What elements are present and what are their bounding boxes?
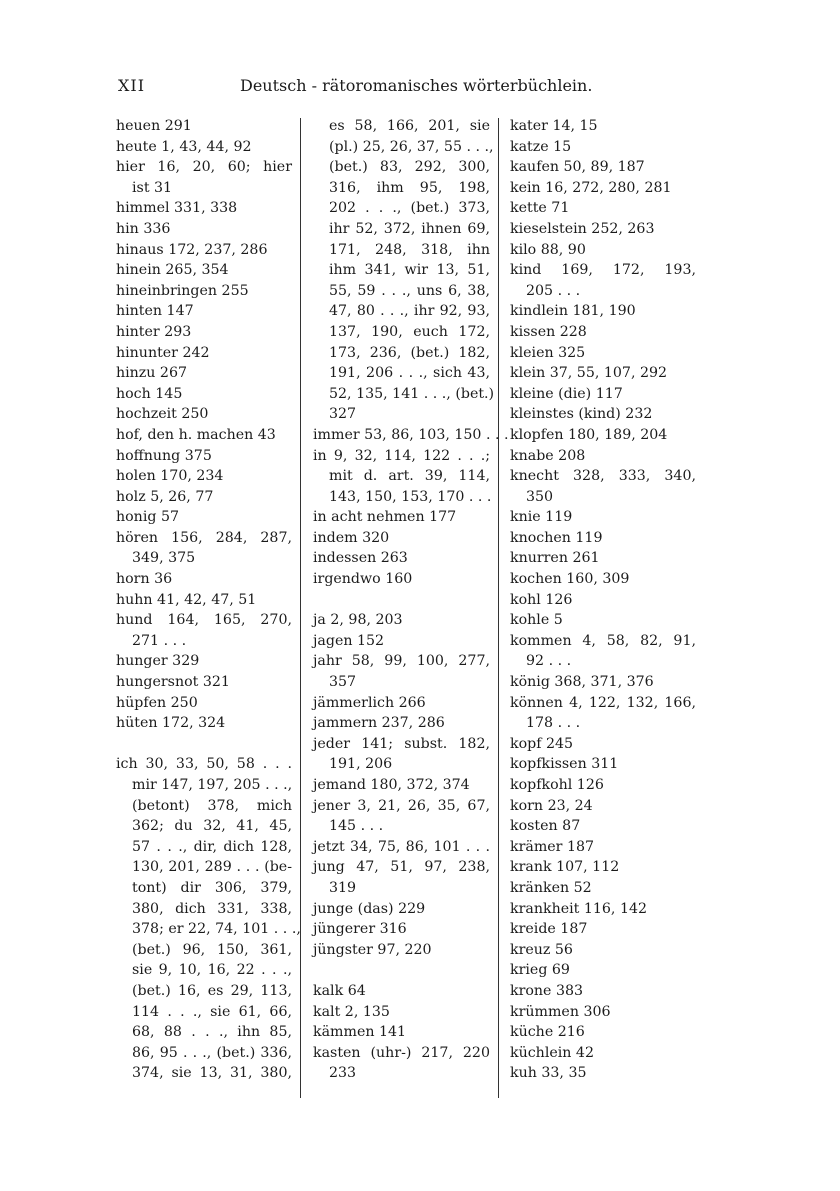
index-entry [116, 672, 292, 693]
index-entry-text: hoffnung 375 [116, 447, 212, 464]
index-entry-text: 137, 190, euch 172, [329, 323, 490, 340]
index-entry-continuation [116, 1002, 292, 1023]
index-entry-text: 233 [329, 1065, 357, 1082]
index-entry [313, 446, 490, 467]
index-entry-text: 357 [329, 674, 357, 691]
index-entry [313, 651, 490, 672]
index-entry-text: jämmerlich 266 [313, 694, 426, 711]
index-entry [313, 548, 490, 569]
index-entry-text: kater 14, 15 [510, 118, 598, 134]
index-entry [510, 260, 696, 281]
index-entry [313, 693, 490, 714]
index-entry [510, 816, 696, 837]
index-entry-text: hineinbringen 255 [116, 282, 249, 299]
index-entry-text: jüngster 97, 220 [313, 941, 432, 958]
index-entry-continuation [313, 1063, 490, 1084]
index-entry [510, 919, 696, 940]
index-entry-continuation [510, 487, 696, 508]
index-entry [116, 713, 292, 734]
index-entry-text: 145 . . . [329, 818, 384, 835]
index-entry-text: 57 . . ., dir, dich 128, [132, 838, 292, 855]
index-entry-text: kohl 126 [510, 591, 573, 608]
section-gap [116, 734, 292, 755]
index-entry-text: mit d. art. 39, 114, [329, 468, 490, 485]
index-entry-text: kein 16, 272, 280, 281 [510, 179, 672, 196]
index-entry [116, 487, 292, 508]
index-entry [510, 466, 696, 487]
index-entry [510, 116, 696, 137]
index-entry-text: kalk 64 [313, 982, 366, 999]
index-entry-text: 349, 375 [132, 550, 196, 567]
index-entry-continuation [116, 919, 301, 940]
index-entry-continuation [116, 1022, 292, 1043]
index-entry-text: 143, 150, 153, 170 . . . [329, 488, 492, 505]
index-entry-text: kleinstes (kind) 232 [510, 406, 653, 423]
index-entry-text: krümmen 306 [510, 1003, 611, 1020]
index-entry-text: katze 15 [510, 138, 572, 155]
index-entry-text: (betont) 378, mich [132, 797, 292, 814]
index-entry-text: ist 31 [132, 179, 173, 196]
index-entry-text: kilo 88, 90 [510, 241, 586, 258]
index-entry-text: ihm 341, wir 13, 51, [329, 262, 490, 279]
index-entry-text: knochen 119 [510, 529, 603, 546]
index-entry-continuation [116, 548, 292, 569]
index-entry [313, 796, 490, 817]
index-entry-text: 319 [329, 879, 357, 896]
index-entry-continuation [313, 219, 490, 240]
index-entry-text: huhn 41, 42, 47, 51 [116, 591, 257, 608]
index-entry-text: kränken 52 [510, 879, 592, 896]
index-entry [510, 322, 696, 343]
index-entry-text: können 4, 122, 132, 166, [510, 694, 696, 711]
index-entry [116, 301, 292, 322]
index-entry [313, 734, 490, 755]
index-entry [116, 363, 292, 384]
index-entry-text: krankheit 116, 142 [510, 900, 648, 917]
index-entry-continuation [313, 260, 490, 281]
index-entry-text: 350 [526, 488, 554, 505]
index-entry-text: hund 164, 165, 270, [116, 612, 292, 629]
index-entry-text: 55, 59 . . ., uns 6, 38, [329, 282, 490, 299]
index-entry-text: jetzt 34, 75, 86, 101 . . . [313, 838, 490, 855]
index-entry [510, 960, 696, 981]
index-entry [313, 919, 490, 940]
index-entry [313, 569, 490, 590]
index-entry-text: ja 2, 98, 203 [313, 612, 403, 629]
index-entry-continuation [313, 301, 490, 322]
index-entry-text: kleine (die) 117 [510, 385, 623, 402]
index-entry-text: es 58, 166, 201, sie [329, 118, 490, 134]
index-entry [510, 384, 696, 405]
index-entry-text: hochzeit 250 [116, 406, 209, 423]
index-entry-continuation [313, 466, 490, 487]
index-entry [510, 507, 696, 528]
index-entry-text: hin 336 [116, 220, 171, 237]
index-entry-text: 173, 236, (bet.) 182, [329, 344, 490, 361]
index-entry-continuation [313, 157, 490, 178]
index-entry-text: kasten (uhr-) 217, 220 [313, 1044, 490, 1061]
index-entry [510, 610, 696, 631]
index-entry-text: 327 [329, 406, 357, 423]
index-entry-continuation [510, 651, 696, 672]
index-entry-text: kalt 2, 135 [313, 1003, 390, 1020]
index-entry [116, 466, 292, 487]
index-entry [510, 1002, 696, 1023]
index-entry-text: krieg 69 [510, 962, 570, 979]
index-entry [510, 157, 696, 178]
index-entry-text: 191, 206 [329, 756, 393, 773]
index-entry-text: hinten 147 [116, 303, 194, 320]
index-entry [510, 301, 696, 322]
index-column-2 [313, 116, 509, 1084]
index-entry-continuation [116, 878, 292, 899]
index-entry-continuation [313, 816, 490, 837]
index-entry-continuation [116, 775, 292, 796]
index-entry-text: könig 368, 371, 376 [510, 674, 654, 691]
index-entry-text: kreide 187 [510, 921, 588, 938]
index-entry-continuation [116, 816, 292, 837]
index-entry-continuation [116, 796, 292, 817]
index-entry [510, 219, 696, 240]
index-entry-continuation [313, 404, 490, 425]
index-entry [116, 569, 292, 590]
index-entry-text: (bet.) 83, 292, 300, [329, 159, 490, 176]
index-entry-text: (bet.) 16, es 29, 113, [132, 982, 292, 999]
index-entry [510, 775, 696, 796]
index-entry-continuation [313, 363, 490, 384]
index-entry-text: kissen 228 [510, 323, 587, 340]
index-entry-text: jüngerer 316 [313, 921, 407, 938]
index-entry-continuation [116, 960, 292, 981]
index-entry-text: jeder 141; subst. 182, [313, 735, 490, 752]
index-entry [313, 940, 490, 961]
index-entry-text: 374, sie 13, 31, 380, [132, 1065, 292, 1082]
index-entry-text: hunger 329 [116, 653, 200, 670]
index-entry-text: junge (das) 229 [313, 900, 426, 917]
index-entry-text: jammern 237, 286 [313, 715, 445, 732]
index-entry-continuation [116, 837, 292, 858]
index-entry-text: 362; du 32, 41, 45, [132, 818, 292, 835]
index-entry [510, 363, 696, 384]
index-entry-continuation [510, 713, 696, 734]
index-entry [510, 178, 696, 199]
index-entry [116, 446, 292, 467]
index-entry-text: kosten 87 [510, 818, 581, 835]
index-entry-text: himmel 331, 338 [116, 200, 238, 217]
index-entry-text: kuh 33, 35 [510, 1065, 587, 1082]
index-entry-continuation [313, 137, 494, 158]
index-entry-continuation [116, 981, 292, 1002]
index-entry-text: holz 5, 26, 77 [116, 488, 214, 505]
index-entry-text: hören 156, 284, 287, [116, 529, 292, 546]
index-entry-text: knurren 261 [510, 550, 600, 567]
index-column-3 [510, 116, 696, 1084]
index-entry-text: kind 169, 172, 193, [510, 262, 696, 279]
index-entry-text: 378; er 22, 74, 101 . . ., [132, 921, 301, 938]
index-entry-continuation [510, 281, 696, 302]
index-entry [510, 837, 696, 858]
index-entry [116, 507, 292, 528]
index-entry-text: jagen 152 [313, 632, 385, 649]
index-entry [116, 157, 292, 178]
index-entry-text: indessen 263 [313, 550, 408, 567]
column-rule-left [300, 118, 301, 1098]
index-entry-text: kohle 5 [510, 612, 563, 629]
index-entry-text: heuen 291 [116, 118, 192, 134]
index-entry-continuation [116, 631, 292, 652]
index-entry-text: jener 3, 21, 26, 35, 67, [313, 797, 490, 814]
index-entry-continuation [116, 940, 292, 961]
index-entry-text: 380, dich 331, 338, [132, 900, 292, 917]
index-entry [116, 754, 292, 775]
index-entry-continuation [313, 322, 490, 343]
index-entry-text: kopf 245 [510, 735, 574, 752]
running-title: Deutsch - rätoromanisches wörterbüchlein. [240, 76, 593, 95]
index-entry [510, 940, 696, 961]
index-entry [116, 240, 292, 261]
index-entry-continuation [313, 343, 490, 364]
index-entry [510, 590, 696, 611]
index-entry-text: in acht nehmen 177 [313, 509, 457, 526]
index-entry-text: honig 57 [116, 509, 179, 526]
index-entry [116, 281, 292, 302]
index-entry [313, 837, 490, 858]
index-entry-text: (bet.) 96, 150, 361, [132, 941, 292, 958]
index-entry-text: klein 37, 55, 107, 292 [510, 365, 668, 382]
index-entry [510, 1063, 696, 1084]
index-entry [510, 981, 696, 1002]
index-entry [313, 610, 490, 631]
index-entry-text: 178 . . . [526, 715, 581, 732]
index-entry-text: 68, 88 . . ., ihn 85, [132, 1024, 292, 1041]
index-entry-text: mir 147, 197, 205 . . ., [132, 777, 293, 793]
index-entry-text: ihr 52, 372, ihnen 69, [329, 220, 490, 237]
index-entry-text: klopfen 180, 189, 204 [510, 426, 668, 443]
index-entry [510, 857, 696, 878]
column-rule-right [498, 118, 499, 1098]
index-entry [510, 754, 696, 775]
index-entry-text: immer 53, 86, 103, 150 . . . [313, 426, 509, 443]
index-entry-continuation [116, 857, 292, 878]
section-gap [313, 960, 490, 981]
index-entry-text: irgendwo 160 [313, 571, 413, 588]
index-entry [116, 610, 292, 631]
index-entry-text: hof, den h. machen 43 [116, 426, 276, 443]
index-entry-text: sie 9, 10, 16, 22 . . ., [132, 962, 292, 979]
index-entry-text: hungersnot 321 [116, 674, 230, 691]
index-entry-text: kämmen 141 [313, 1024, 407, 1041]
index-entry [313, 713, 490, 734]
index-entry-text: hoch 145 [116, 385, 183, 402]
index-entry-text: hinter 293 [116, 323, 192, 340]
index-entry [313, 981, 490, 1002]
index-entry [510, 240, 696, 261]
index-entry-text: 114 . . ., sie 61, 66, [132, 1003, 292, 1020]
index-entry [313, 775, 490, 796]
index-entry [116, 404, 292, 425]
index-entry [510, 734, 696, 755]
index-entry [313, 1043, 490, 1064]
index-entry-text: tont) dir 306, 379, [132, 879, 292, 896]
index-entry-text: 92 . . . [526, 653, 572, 670]
page-number: XII [118, 76, 146, 95]
index-entry [510, 1022, 696, 1043]
index-entry-text: 130, 201, 289 . . . (be- [132, 859, 292, 876]
index-entry [116, 137, 292, 158]
index-entry-continuation [313, 198, 490, 219]
index-entry [116, 260, 292, 281]
index-entry-continuation [116, 1063, 292, 1084]
index-entry-continuation [313, 754, 490, 775]
index-entry-text: kreuz 56 [510, 941, 573, 958]
section-gap [313, 590, 490, 611]
index-entry-text: hüpfen 250 [116, 694, 198, 711]
index-entry-text: hinaus 172, 237, 286 [116, 241, 268, 258]
index-entry [116, 590, 292, 611]
index-entry-text: jahr 58, 99, 100, 277, [313, 653, 490, 670]
index-entry-text: 271 . . . [132, 632, 187, 649]
index-entry-text: kopfkohl 126 [510, 777, 604, 793]
index-entry-text: ich 30, 33, 50, 58 . . . [116, 756, 292, 773]
index-entry [510, 548, 696, 569]
index-entry-text: kleien 325 [510, 344, 586, 361]
index-entry [510, 446, 696, 467]
index-entry-text: krämer 187 [510, 838, 595, 855]
index-entry-continuation [116, 178, 292, 199]
index-entry-text: knabe 208 [510, 447, 586, 464]
index-entry [313, 631, 490, 652]
index-entry-text: küche 216 [510, 1024, 585, 1041]
index-entry-continuation [313, 240, 490, 261]
index-entry [313, 1002, 490, 1023]
index-entry [510, 899, 696, 920]
index-entry-text: kieselstein 252, 263 [510, 220, 655, 237]
index-entry [116, 116, 292, 137]
index-entry-continuation [116, 899, 292, 920]
index-entry-text: hier 16, 20, 60; hier [116, 159, 292, 176]
index-entry [510, 878, 696, 899]
index-entry [510, 404, 696, 425]
index-entry-continuation [313, 116, 490, 137]
index-entry [313, 507, 490, 528]
index-entry [313, 857, 490, 878]
index-entry [116, 528, 292, 549]
index-entry [510, 343, 696, 364]
index-entry-continuation [116, 1043, 292, 1064]
index-entry-text: knie 119 [510, 509, 573, 526]
index-entry [116, 343, 292, 364]
index-entry-text: kindlein 181, 190 [510, 303, 636, 320]
index-entry-text: kopfkissen 311 [510, 756, 619, 773]
index-entry [313, 425, 509, 446]
index-entry [116, 322, 292, 343]
index-entry-text: krone 383 [510, 982, 584, 999]
index-entry [510, 425, 696, 446]
index-entry-continuation [313, 281, 490, 302]
index-entry-text: knecht 328, 333, 340, [510, 468, 696, 485]
index-entry-text: 191, 206 . . ., sich 43, [329, 365, 490, 382]
index-entry-text: hinunter 242 [116, 344, 210, 361]
running-header [118, 76, 698, 100]
index-entry-text: korn 23, 24 [510, 797, 593, 814]
index-column-1 [116, 116, 301, 1084]
index-entry-text: krank 107, 112 [510, 859, 620, 876]
index-entry [313, 528, 490, 549]
index-entry [116, 425, 292, 446]
index-entry [510, 796, 696, 817]
index-entry-text: kommen 4, 58, 82, 91, [510, 632, 696, 649]
index-entry-text: in 9, 32, 114, 122 . . .; [313, 447, 490, 464]
index-entry [116, 219, 292, 240]
index-entry-text: kette 71 [510, 200, 570, 217]
index-entry-continuation [313, 487, 490, 508]
index-entry-text: 47, 80 . . ., ihr 92, 93, [329, 303, 490, 320]
index-entry-text: (pl.) 25, 26, 37, 55 . . ., [329, 138, 494, 155]
index-entry-text: jung 47, 51, 97, 238, [313, 859, 490, 876]
index-entry-text: holen 170, 234 [116, 468, 224, 485]
index-entry [510, 693, 696, 714]
index-entry-continuation [313, 672, 490, 693]
index-entry-text: horn 36 [116, 571, 173, 588]
index-entry-text: heute 1, 43, 44, 92 [116, 138, 252, 155]
index-entry-text: hüten 172, 324 [116, 715, 226, 732]
index-entry [510, 631, 696, 652]
index-entry-continuation [313, 878, 490, 899]
index-entry [510, 528, 696, 549]
index-entry-text: 316, ihm 95, 198, [329, 179, 490, 196]
index-entry-text: 52, 135, 141 . . ., (bet.) [329, 385, 495, 402]
index-entry [116, 651, 292, 672]
index-entry-continuation [313, 178, 490, 199]
index-entry-text: 171, 248, 318, ihn [329, 241, 490, 258]
index-entry [116, 198, 292, 219]
index-entry [116, 693, 292, 714]
index-entry-text: 205 . . . [526, 282, 581, 299]
index-entry [510, 137, 696, 158]
index-entry-text: kaufen 50, 89, 187 [510, 159, 645, 176]
index-entry [510, 198, 696, 219]
index-entry [116, 384, 292, 405]
index-entry [313, 1022, 490, 1043]
index-entry [313, 899, 490, 920]
index-entry [510, 672, 696, 693]
index-entry [510, 1043, 696, 1064]
index-entry-text: jemand 180, 372, 374 [313, 777, 470, 793]
index-entry-text: kochen 160, 309 [510, 571, 630, 588]
index-entry-text: küchlein 42 [510, 1044, 594, 1061]
index-entry [510, 569, 696, 590]
index-entry-continuation [313, 384, 495, 405]
index-entry-text: hinzu 267 [116, 365, 188, 382]
index-entry-text: 202 . . ., (bet.) 373, [329, 200, 490, 217]
index-entry-text: indem 320 [313, 529, 390, 546]
index-entry-text: 86, 95 . . ., (bet.) 336, [132, 1044, 292, 1061]
index-entry-text: hinein 265, 354 [116, 262, 229, 279]
